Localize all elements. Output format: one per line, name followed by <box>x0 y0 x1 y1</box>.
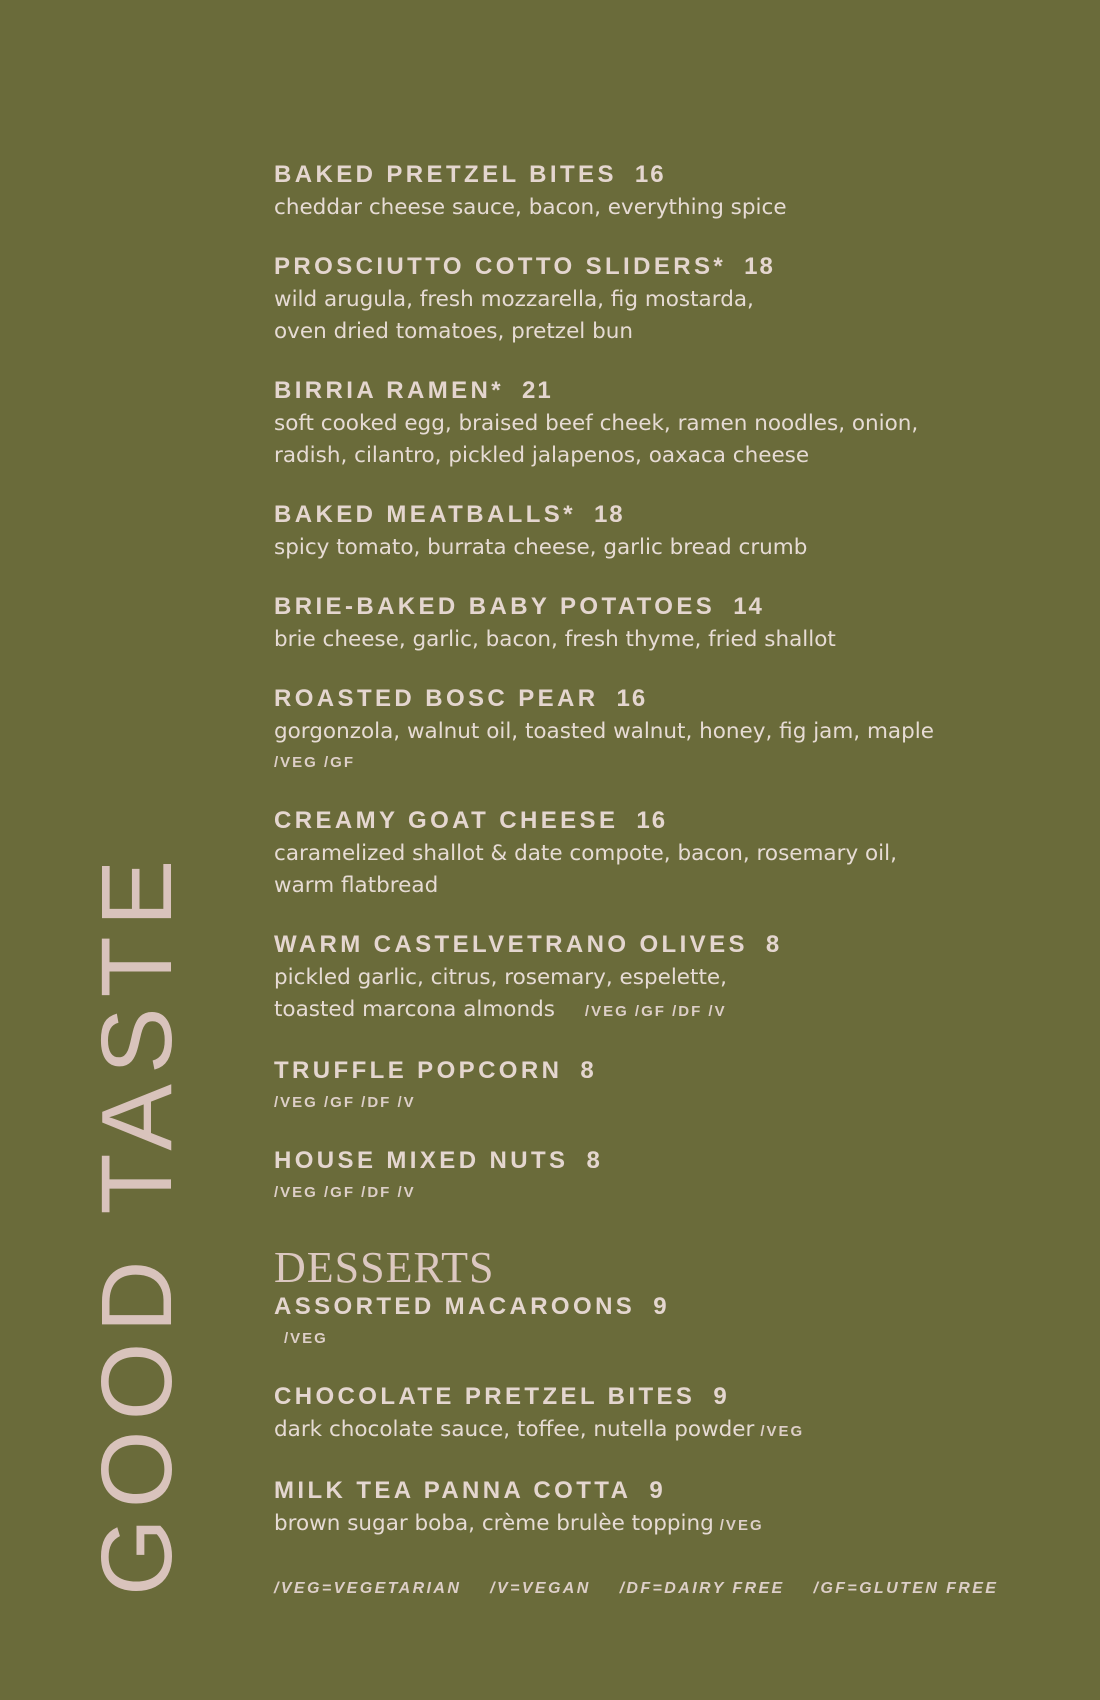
item-name: BAKED PRETZEL BITES <box>274 161 617 188</box>
item-description: cheddar cheese sauce, bacon, everything spice <box>274 195 787 220</box>
item-description: soft cooked egg, braised beef cheek, ramen noodles, onion, <box>274 411 919 436</box>
diet-tags: /VEG <box>719 1517 764 1534</box>
item-name: TRUFFLE POPCORN <box>274 1057 563 1084</box>
dessert-item <box>274 1474 1034 1542</box>
item-name: BRIE-BAKED BABY POTATOES <box>274 593 716 620</box>
item-price: 21 <box>521 377 553 404</box>
menu-item <box>274 928 1034 1028</box>
item-description: spicy tomato, burrata cheese, garlic bread crumb <box>274 535 808 560</box>
side-title: GOOD TASTE <box>81 849 193 1596</box>
item-name: MILK TEA PANNA COTTA <box>274 1477 632 1504</box>
diet-tags: /VEG <box>284 1330 328 1347</box>
item-description: warm flatbread <box>274 873 439 898</box>
item-name: CHOCOLATE PRETZEL BITES <box>274 1383 696 1410</box>
item-description: oven dried tomatoes, pretzel bun <box>274 319 634 344</box>
legend-dairy-free: /DF=DAIRY FREE <box>619 1580 785 1597</box>
item-description: gorgonzola, walnut oil, toasted walnut, honey, fig jam, maple <box>274 719 934 744</box>
diet-legend <box>274 1580 1020 1598</box>
item-name: BIRRIA RAMEN* <box>274 377 504 404</box>
item-description: dark chocolate sauce, toffee, nutella powder <box>274 1417 755 1442</box>
item-description: toasted marcona almonds <box>274 997 555 1022</box>
item-price: 9 <box>713 1383 729 1410</box>
menu-item <box>274 158 1034 224</box>
item-price: 14 <box>733 593 764 620</box>
menu-item <box>274 1144 1034 1208</box>
legend-vegetarian: /VEG=VEGETARIAN <box>274 1580 462 1597</box>
item-price: 18 <box>744 253 775 280</box>
item-description: brown sugar boba, crème brulèe topping <box>274 1511 714 1536</box>
dessert-item <box>274 1380 1034 1448</box>
legend-vegan: /V=VEGAN <box>490 1580 591 1597</box>
item-name: ROASTED BOSC PEAR <box>274 685 599 712</box>
item-description: brie cheese, garlic, bacon, fresh thyme, fried shallot <box>274 627 836 652</box>
item-name: WARM CASTELVETRANO OLIVES <box>274 931 748 958</box>
desserts-heading: DESSERTS <box>274 1243 495 1292</box>
item-name: ASSORTED MACAROONS <box>274 1293 636 1320</box>
menu-item <box>274 374 1034 472</box>
item-price: 16 <box>636 807 668 834</box>
menu-item <box>274 590 1034 656</box>
item-price: 8 <box>580 1057 596 1084</box>
menu-item <box>274 250 1034 348</box>
item-name: PROSCIUTTO COTTO SLIDERS* <box>274 253 727 280</box>
item-name: HOUSE MIXED NUTS <box>274 1147 569 1174</box>
item-description: pickled garlic, citrus, rosemary, espelette, <box>274 965 727 990</box>
item-description: radish, cilantro, pickled jalapenos, oaxaca cheese <box>274 443 810 468</box>
menu-item <box>274 498 1034 564</box>
item-description: caramelized shallot & date compote, bacon, rosemary oil, <box>274 841 897 866</box>
item-price: 8 <box>586 1147 602 1174</box>
item-price: 16 <box>616 685 648 712</box>
item-price: 16 <box>634 161 666 188</box>
menu-item <box>274 1054 1034 1118</box>
diet-tags: /VEG /GF /DF /V <box>274 1184 416 1201</box>
legend-gluten-free: /GF=GLUTEN FREE <box>813 1580 999 1597</box>
diet-tags: /VEG /GF /DF /V <box>584 1003 727 1020</box>
diet-tags: /VEG /GF <box>274 754 356 771</box>
item-name: BAKED MEATBALLS* <box>274 501 576 528</box>
menu-list <box>274 158 1034 1568</box>
item-price: 18 <box>593 501 625 528</box>
menu-item <box>274 804 1034 902</box>
diet-tags: /VEG <box>760 1423 805 1440</box>
diet-tags: /VEG /GF /DF /V <box>274 1094 416 1111</box>
item-price: 9 <box>649 1477 665 1504</box>
dessert-item <box>274 1290 1034 1354</box>
item-price: 8 <box>765 931 782 958</box>
menu-item <box>274 682 1034 778</box>
item-price: 9 <box>653 1293 669 1320</box>
item-description: wild arugula, fresh mozzarella, fig mostarda, <box>274 287 754 312</box>
item-name: CREAMY GOAT CHEESE <box>274 807 619 834</box>
